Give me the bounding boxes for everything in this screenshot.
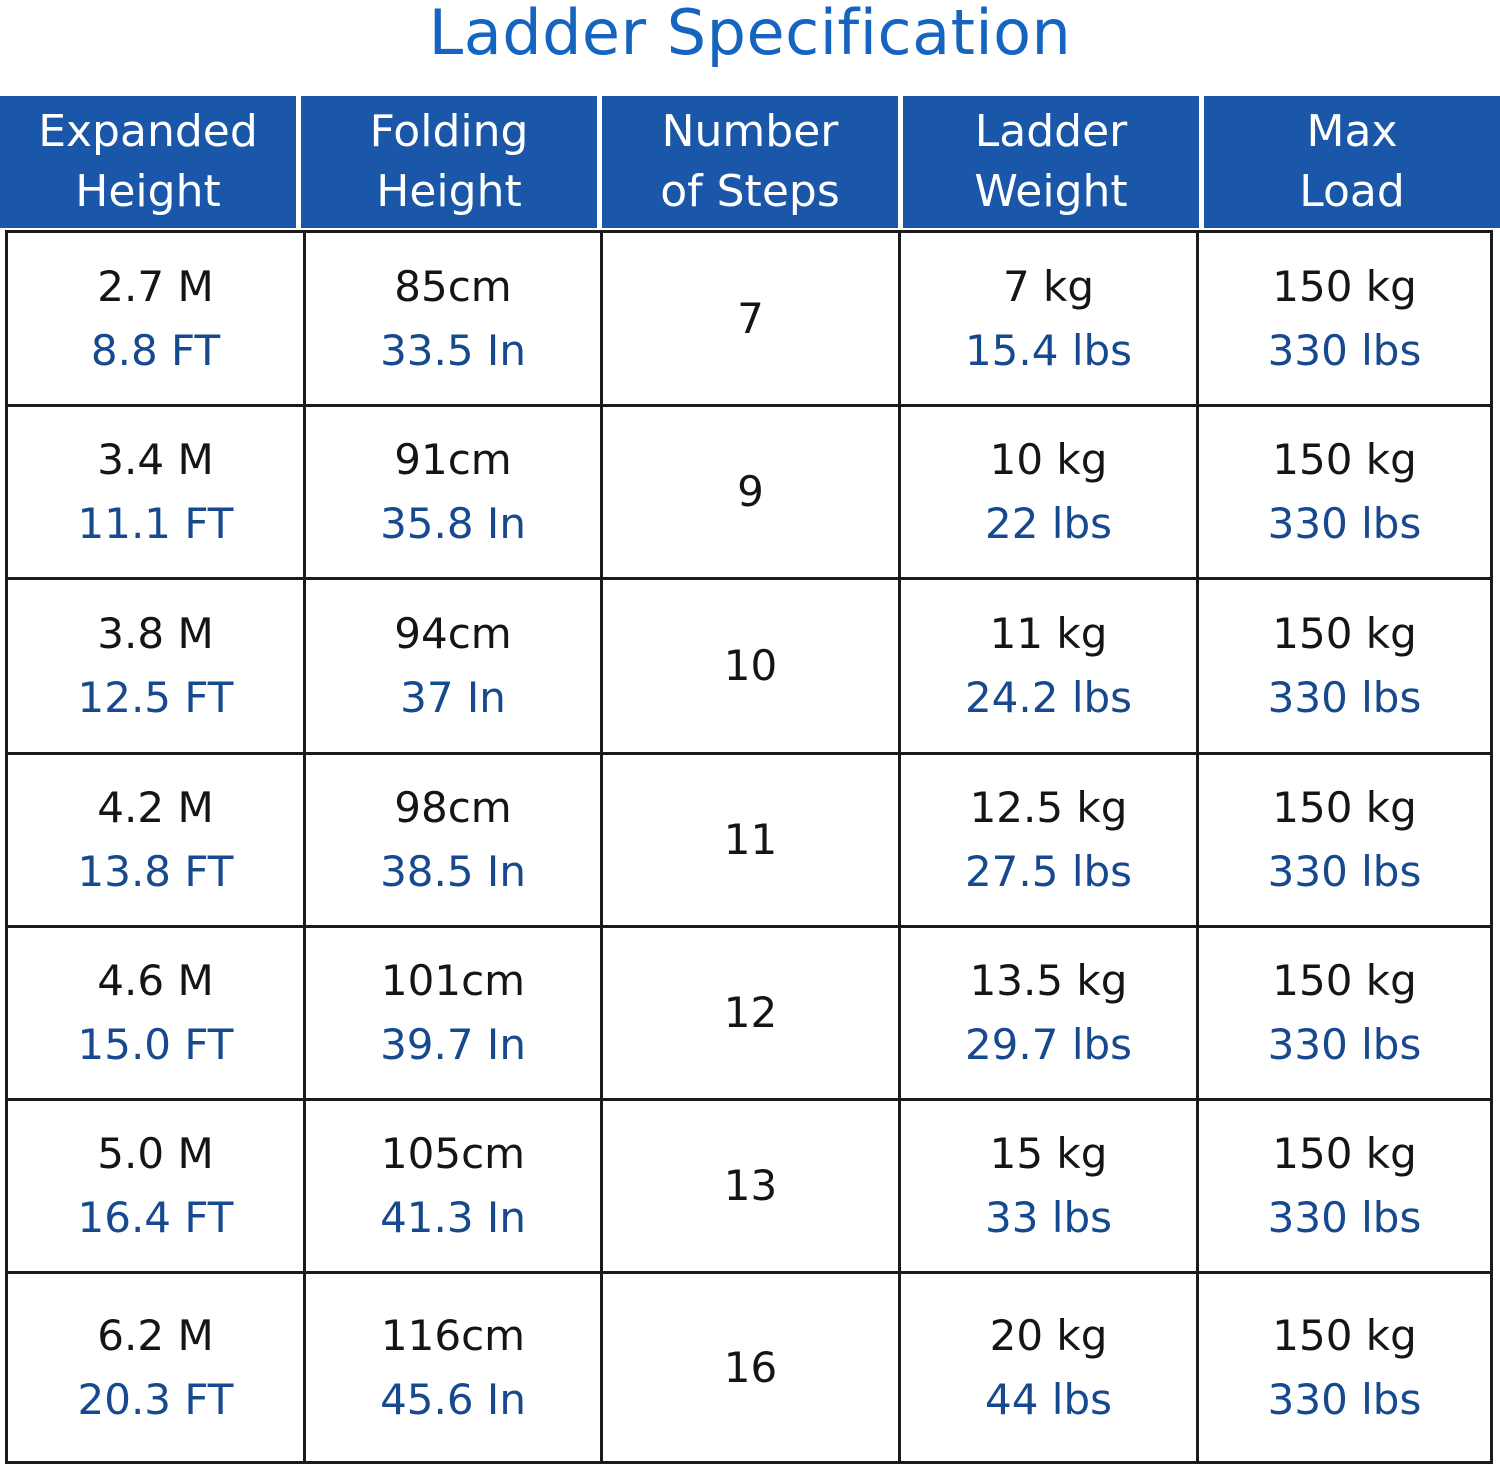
cell-ladder-weight (901, 580, 1199, 752)
value-imperial: 39.7 In (380, 1020, 526, 1069)
cell-ladder-weight (901, 1101, 1199, 1271)
value-steps: 13 (723, 1161, 778, 1210)
value-imperial: 330 lbs (1267, 1193, 1422, 1242)
header-line: Max (1306, 106, 1398, 157)
value-imperial: 12.5 FT (77, 673, 234, 722)
value-metric: 11 kg (989, 609, 1108, 658)
value-imperial: 11.1 FT (77, 499, 234, 548)
value-steps: 9 (737, 467, 764, 516)
value-imperial: 37 In (400, 673, 506, 722)
value-imperial: 29.7 lbs (964, 1020, 1133, 1069)
value-metric: 150 kg (1272, 956, 1417, 1005)
table-row (8, 1274, 1490, 1461)
value-metric: 7 kg (1002, 261, 1095, 311)
cell-number-of-steps (603, 580, 901, 752)
cell-expanded-height (8, 233, 306, 404)
value-steps: 12 (723, 988, 778, 1037)
value-imperial: 330 lbs (1267, 1374, 1422, 1424)
value-metric: 10 kg (989, 435, 1108, 484)
cell-expanded-height (8, 407, 306, 577)
cell-max-load (1199, 1101, 1490, 1271)
cell-ladder-weight (901, 755, 1199, 925)
cell-folding-height (306, 580, 603, 752)
value-imperial: 330 lbs (1267, 499, 1422, 548)
page-title: Ladder Specification (428, 0, 1072, 69)
cell-folding-height (306, 928, 603, 1098)
value-metric: 12.5 kg (969, 783, 1128, 832)
cell-max-load (1199, 928, 1490, 1098)
value-metric: 150 kg (1272, 435, 1417, 484)
value-imperial: 22 lbs (984, 499, 1112, 548)
value-metric: 5.0 M (97, 1129, 214, 1178)
table-row (8, 928, 1490, 1101)
value-imperial: 24.2 lbs (964, 673, 1133, 722)
cell-folding-height (306, 1274, 603, 1461)
table-row (8, 1101, 1490, 1274)
header-line: Number (661, 106, 839, 157)
cell-expanded-height (8, 1274, 306, 1461)
header-line: Ladder (974, 106, 1128, 157)
table-row (8, 233, 1490, 407)
header-number-of-steps (602, 96, 898, 228)
value-metric: 3.8 M (97, 609, 214, 658)
header-expanded-height (0, 96, 296, 228)
value-metric: 101cm (380, 956, 526, 1005)
value-metric: 4.2 M (97, 783, 214, 832)
value-steps: 10 (723, 641, 778, 690)
header-line: of Steps (660, 166, 840, 217)
value-imperial: 330 lbs (1267, 673, 1422, 722)
value-imperial: 16.4 FT (77, 1193, 234, 1242)
value-metric: 15 kg (989, 1129, 1108, 1178)
value-metric: 85cm (394, 261, 512, 311)
cell-folding-height (306, 233, 603, 404)
value-metric: 150 kg (1272, 1310, 1417, 1360)
value-imperial: 33 lbs (984, 1193, 1112, 1242)
header-line: Expanded (38, 106, 258, 157)
value-metric: 94cm (394, 609, 512, 658)
value-metric: 6.2 M (97, 1310, 214, 1360)
cell-folding-height (306, 1101, 603, 1271)
value-metric: 2.7 M (97, 261, 214, 311)
value-imperial: 27.5 lbs (964, 847, 1133, 896)
cell-max-load (1199, 233, 1490, 404)
value-metric: 150 kg (1272, 609, 1417, 658)
header-folding-height (301, 96, 597, 228)
value-imperial: 330 lbs (1267, 847, 1422, 896)
cell-max-load (1199, 755, 1490, 925)
table-row (8, 407, 1490, 580)
cell-number-of-steps (603, 407, 901, 577)
cell-max-load (1199, 407, 1490, 577)
cell-number-of-steps (603, 1101, 901, 1271)
value-metric: 91cm (394, 435, 512, 484)
value-metric: 98cm (394, 783, 512, 832)
value-imperial: 8.8 FT (90, 325, 221, 375)
header-line: Weight (974, 166, 1128, 217)
value-metric: 3.4 M (97, 435, 214, 484)
cell-folding-height (306, 407, 603, 577)
cell-max-load (1199, 1274, 1490, 1461)
header-max-load (1204, 96, 1500, 228)
value-imperial: 15.0 FT (77, 1020, 234, 1069)
value-imperial: 38.5 In (380, 847, 526, 896)
cell-number-of-steps (603, 928, 901, 1098)
value-imperial: 15.4 lbs (964, 325, 1133, 375)
value-steps: 11 (723, 815, 778, 864)
header-line: Height (75, 166, 221, 217)
cell-number-of-steps (603, 755, 901, 925)
table-row (8, 580, 1490, 755)
value-imperial: 330 lbs (1267, 325, 1422, 375)
value-imperial: 35.8 In (380, 499, 526, 548)
value-metric: 116cm (380, 1310, 526, 1360)
value-imperial: 33.5 In (380, 325, 526, 375)
value-metric: 13.5 kg (969, 956, 1128, 1005)
spec-table (5, 230, 1493, 1464)
cell-expanded-height (8, 1101, 306, 1271)
cell-folding-height (306, 755, 603, 925)
cell-ladder-weight (901, 233, 1199, 404)
value-imperial: 330 lbs (1267, 1020, 1422, 1069)
header-line: Load (1299, 166, 1405, 217)
cell-max-load (1199, 580, 1490, 752)
value-steps: 16 (723, 1342, 778, 1392)
cell-number-of-steps (603, 1274, 901, 1461)
value-imperial: 41.3 In (380, 1193, 526, 1242)
cell-ladder-weight (901, 1274, 1199, 1461)
cell-expanded-height (8, 755, 306, 925)
header-line: Folding (369, 106, 529, 157)
table-row (8, 755, 1490, 928)
cell-expanded-height (8, 928, 306, 1098)
value-metric: 20 kg (989, 1310, 1108, 1360)
cell-ladder-weight (901, 407, 1199, 577)
value-imperial: 13.8 FT (77, 847, 234, 896)
header-ladder-weight (903, 96, 1199, 228)
cell-number-of-steps (603, 233, 901, 404)
value-imperial: 20.3 FT (77, 1374, 234, 1424)
cell-expanded-height (8, 580, 306, 752)
value-imperial: 45.6 In (380, 1374, 526, 1424)
cell-ladder-weight (901, 928, 1199, 1098)
table-header (0, 96, 1500, 228)
value-metric: 4.6 M (97, 956, 214, 1005)
value-imperial: 44 lbs (984, 1374, 1112, 1424)
value-metric: 150 kg (1272, 1129, 1417, 1178)
value-steps: 7 (737, 293, 764, 343)
value-metric: 105cm (380, 1129, 526, 1178)
value-metric: 150 kg (1272, 783, 1417, 832)
value-metric: 150 kg (1272, 261, 1417, 311)
header-line: Height (376, 166, 522, 217)
